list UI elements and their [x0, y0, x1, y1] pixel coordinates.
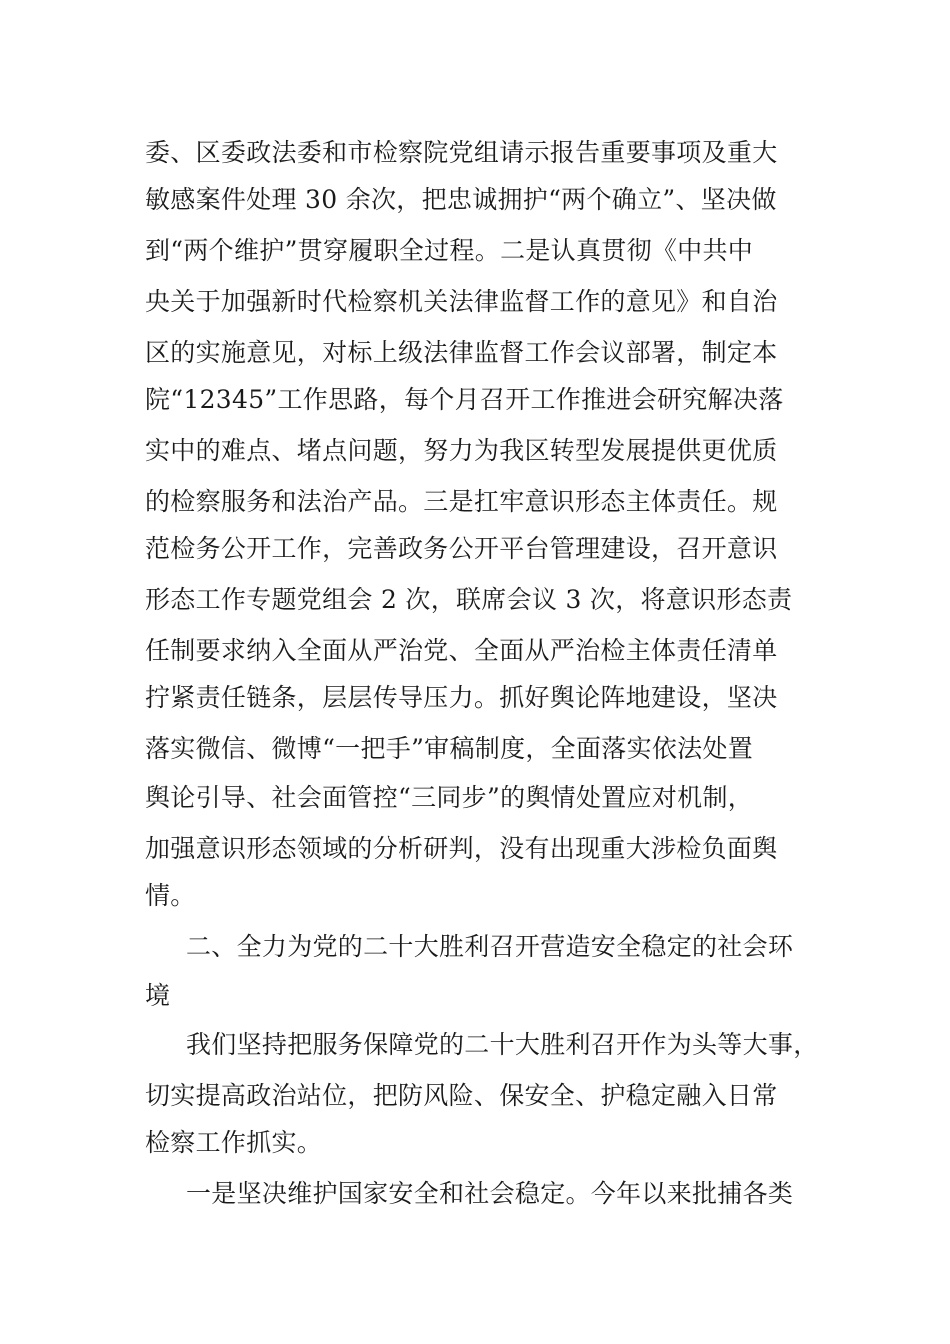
text-line-7: 实中的难点、堵点问题，努力为我区转型发展提供更优质	[145, 436, 778, 465]
text-line-19: 我们坚持把服务保障党的二十大胜利召开作为头等大事，	[186, 1030, 819, 1059]
text-line-6: 院“12345”工作思路，每个月召开工作推进会研究解决落	[145, 385, 784, 414]
text-line-11: 任制要求纳入全面从严治党、全面从严治检主体责任清单	[145, 636, 778, 665]
text-line-5: 区的实施意见，对标上级法律监督工作会议部署，制定本	[145, 338, 778, 367]
text-line-22: 一是坚决维护国家安全和社会稳定。今年以来批捕各类	[186, 1179, 794, 1208]
text-line-16: 情。	[145, 881, 196, 910]
text-line-20: 切实提高政治站位，把防风险、保安全、护稳定融入日常	[145, 1081, 778, 1110]
text-line-1: 委、区委政法委和市检察院党组请示报告重要事项及重大	[145, 138, 778, 167]
section-heading-line-1: 二、全力为党的二十大胜利召开营造安全稳定的社会环	[186, 932, 794, 961]
text-line-13: 落实微信、微博“一把手”审稿制度，全面落实依法处置	[145, 734, 754, 763]
text-line-8: 的检察服务和法治产品。三是扛牢意识形态主体责任。规	[145, 487, 778, 516]
text-line-3: 到“两个维护”贯穿履职全过程。二是认真贯彻《中共中	[145, 236, 754, 265]
text-line-12: 拧紧责任链条，层层传导压力。抓好舆论阵地建设，坚决	[145, 683, 778, 712]
text-line-15: 加强意识形态领域的分析研判，没有出现重大涉检负面舆	[145, 834, 778, 863]
text-line-9: 范检务公开工作，完善政务公开平台管理建设，召开意识	[145, 534, 778, 563]
text-line-2: 敏感案件处理 30 余次，把忠诚拥护“两个确立”、坚决做	[145, 185, 777, 214]
text-line-14: 舆论引导、社会面管控“三同步”的舆情处置应对机制，	[145, 783, 754, 812]
text-line-21: 检察工作抓实。	[145, 1128, 323, 1157]
text-line-10: 形态工作专题党组会 2 次，联席会议 3 次，将意识形态责	[145, 585, 793, 614]
section-heading-line-2: 境	[145, 981, 171, 1010]
text-line-4: 央关于加强新时代检察机关法律监督工作的意见》和自治	[145, 287, 778, 316]
